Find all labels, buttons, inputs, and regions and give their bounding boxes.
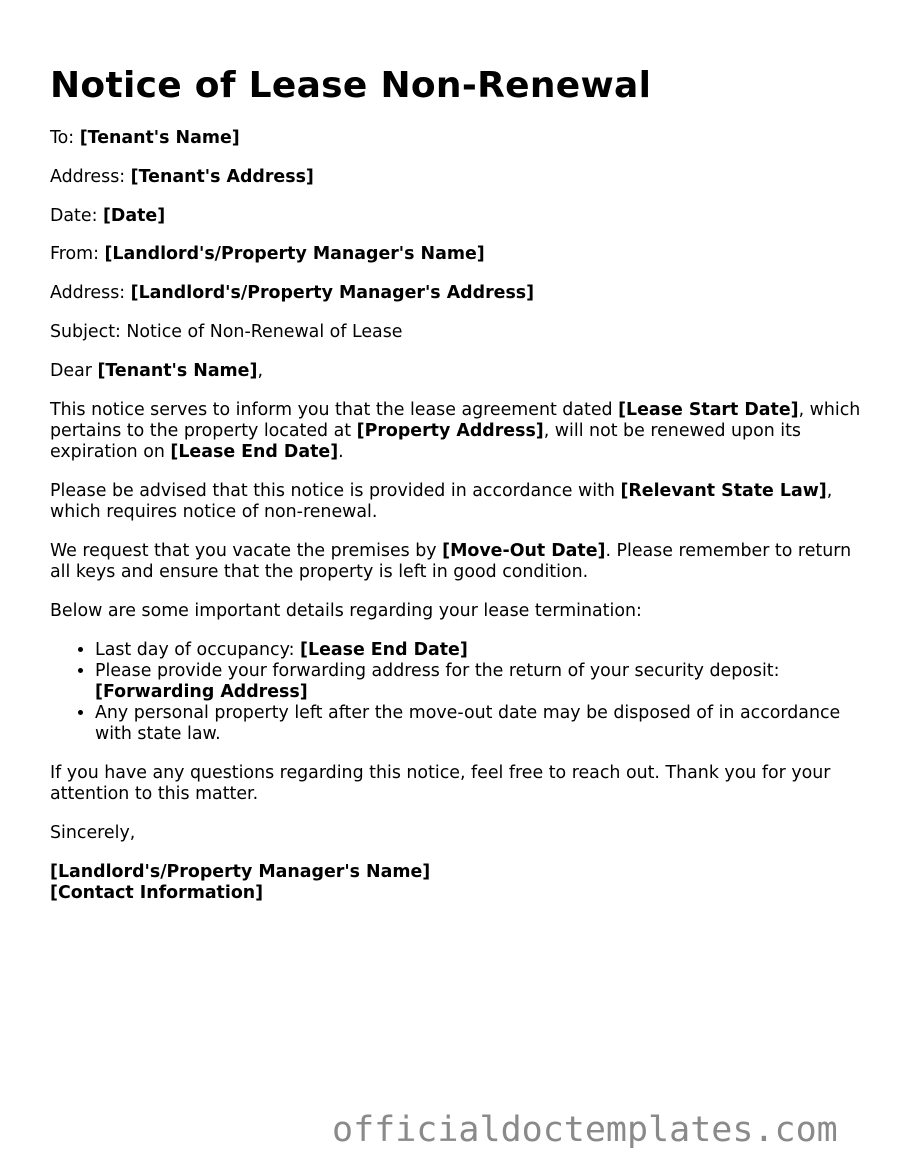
- date-label: Date:: [50, 205, 98, 226]
- date-line: [50, 206, 865, 227]
- list-item: [95, 640, 865, 661]
- list-item-value: [Forwarding Address]: [95, 681, 308, 702]
- landlord-address-value: [Landlord's/Property Manager's Address]: [130, 283, 535, 304]
- tenant-address-line: [50, 167, 865, 188]
- salutation-suffix: ,: [257, 360, 263, 381]
- to-value: [Tenant's Name]: [79, 128, 240, 148]
- property-address: [Property Address]: [356, 420, 544, 441]
- list-item-text: Last day of occupancy:: [95, 639, 301, 660]
- paragraph-move-out: [50, 541, 865, 583]
- paragraph-text: , will not be renewed upon its expiration on: [50, 420, 801, 462]
- lease-start-date: [Lease Start Date]: [618, 399, 799, 420]
- document-title: Notice of Lease Non-Renewal: [50, 65, 652, 106]
- to-label: To:: [50, 128, 75, 148]
- signature-contact: [Contact Information]: [50, 883, 264, 904]
- landlord-address-line: [50, 283, 865, 304]
- subject-line: Subject: Notice of Non-Renewal of Lease: [50, 321, 403, 342]
- salutation: [50, 361, 865, 382]
- list-item: [95, 661, 865, 703]
- lease-end-date: [Lease End Date]: [170, 441, 339, 462]
- signoff: Sincerely,: [50, 823, 136, 844]
- to-line: [50, 128, 865, 149]
- signature-block: [50, 862, 865, 904]
- list-item-value: [Lease End Date]: [300, 639, 468, 660]
- details-intro: Below are some important details regarding your lease termination:: [50, 600, 642, 621]
- relevant-state-law: [Relevant State Law]: [620, 480, 827, 501]
- paragraph-text: We request that you vacate the premises by: [50, 540, 443, 561]
- from-value: [Landlord's/Property Manager's Name]: [104, 244, 485, 265]
- paragraph-state-law: [50, 481, 865, 523]
- details-list: [50, 640, 865, 746]
- paragraph-text: .: [338, 441, 344, 462]
- from-label: From:: [50, 244, 99, 265]
- paragraph-text: Please be advised that this notice is provided in accordance with: [50, 480, 621, 501]
- letter-body: [50, 128, 865, 904]
- date-value: [Date]: [102, 205, 166, 226]
- tenant-address-value: [Tenant's Address]: [130, 166, 314, 187]
- paragraph-text: , which requires notice of non-renewal.: [50, 480, 833, 522]
- from-line: [50, 244, 865, 265]
- signature-name: [Landlord's/Property Manager's Name]: [50, 861, 431, 882]
- closing-paragraph: If you have any questions regarding this notice, feel free to reach out. Thank you for your attention to this matter.: [50, 763, 831, 805]
- salutation-name: [Tenant's Name]: [97, 360, 258, 381]
- landlord-address-label: Address:: [50, 283, 126, 304]
- move-out-date: [Move-Out Date]: [442, 540, 606, 561]
- list-item-text: Please provide your forwarding address for the return of your security deposit:: [95, 660, 780, 681]
- paragraph-text: . Please remember to return all keys and ensure that the property is left in good condition.: [50, 540, 852, 582]
- list-item: • Any personal property left after the move-out date may be disposed of in accordance with state law.: [95, 703, 865, 745]
- paragraph-lease-notice: [50, 400, 865, 464]
- salutation-prefix: Dear: [50, 360, 98, 381]
- watermark: officialdoctemplates.com: [332, 1110, 838, 1150]
- tenant-address-label: Address:: [50, 166, 126, 187]
- paragraph-text: This notice serves to inform you that the lease agreement dated: [50, 399, 619, 420]
- paragraph-text: , which pertains to the property located at: [50, 399, 861, 441]
